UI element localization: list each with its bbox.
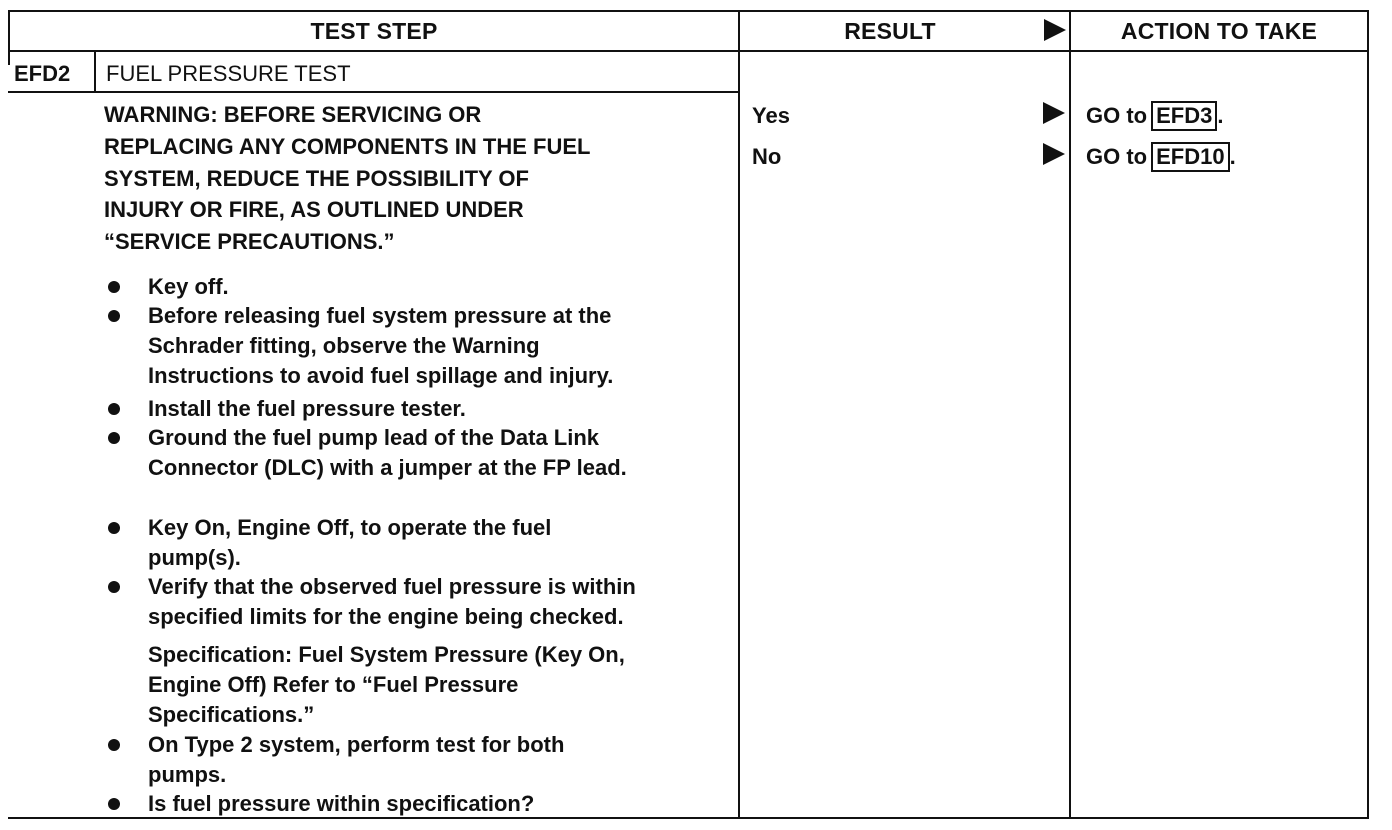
specification-line: Specification: Fuel System Pressure (Key On, [148,642,625,667]
step-title: FUEL PRESSURE TEST [106,61,351,86]
procedure-line: Before releasing fuel system pressure at the [148,303,612,328]
procedure-line: pumps. [148,762,227,787]
warning-line: INJURY OR FIRE, AS OUTLINED UNDER [104,197,524,222]
column-divider-action [1069,10,1071,819]
action-suffix: . [1217,103,1224,128]
procedure-line: On Type 2 system, perform test for both [148,732,565,757]
warning-line: SYSTEM, REDUCE THE POSSIBILITY OF [104,166,529,191]
step-reference-link[interactable]: EFD3 [1151,101,1217,131]
procedure-line: Schrader fitting, observe the Warning [148,333,540,358]
bullet-icon [108,739,120,751]
header-arrow-icon [1044,19,1066,41]
bullet-icon [108,522,120,534]
specification-line: Specifications.” [148,702,315,727]
procedure-line: Key On, Engine Off, to operate the fuel [148,515,552,540]
column-divider-result [738,10,740,819]
warning-line: WARNING: BEFORE SERVICING OR [104,102,482,127]
procedure-line: specified limits for the engine being checked. [148,604,624,629]
result-yes: Yes [752,103,790,128]
step-code-bottom-border [8,91,96,93]
action-yes [1086,101,1223,131]
result-arrow-icon [1043,102,1065,124]
specification-line: Engine Off) Refer to “Fuel Pressure [148,672,519,697]
header-test-step: TEST STEP [310,18,438,44]
bullet-icon [108,403,120,415]
procedure-line: Connector (DLC) with a jumper at the FP lead. [148,455,627,480]
step-reference-link[interactable]: EFD10 [1151,142,1229,172]
step-code: EFD2 [14,61,71,86]
step-code-divider [94,50,96,93]
header-action-to-take: ACTION TO TAKE [1120,18,1318,44]
header-result: RESULT [844,18,936,44]
procedure-line: Verify that the observed fuel pressure is within [148,574,636,599]
procedure-line: pump(s). [148,545,241,570]
bullet-icon [108,432,120,444]
procedure-line: Install the fuel pressure tester. [148,396,466,421]
action-suffix: . [1229,144,1236,169]
table-right-border [1367,10,1369,819]
bullet-icon [108,281,120,293]
procedure-line: Key off. [148,274,229,299]
procedure-line: Is fuel pressure within specification? [148,791,535,816]
action-prefix: GO to [1086,144,1148,169]
table-top-border [8,10,1369,12]
bullet-icon [108,310,120,322]
result-no: No [752,144,782,169]
action-no [1086,142,1236,172]
result-arrow-icon [1043,143,1065,165]
header-bottom-border [8,50,1369,52]
step-title-bottom-border [94,91,740,93]
bullet-icon [108,581,120,593]
action-prefix: GO to [1086,103,1148,128]
warning-line: REPLACING ANY COMPONENTS IN THE FUEL [104,134,591,159]
procedure-line: Instructions to avoid fuel spillage and injury. [148,363,614,388]
warning-line: “SERVICE PRECAUTIONS.” [104,229,395,254]
procedure-line: Ground the fuel pump lead of the Data Link [148,425,600,450]
bullet-icon [108,798,120,810]
